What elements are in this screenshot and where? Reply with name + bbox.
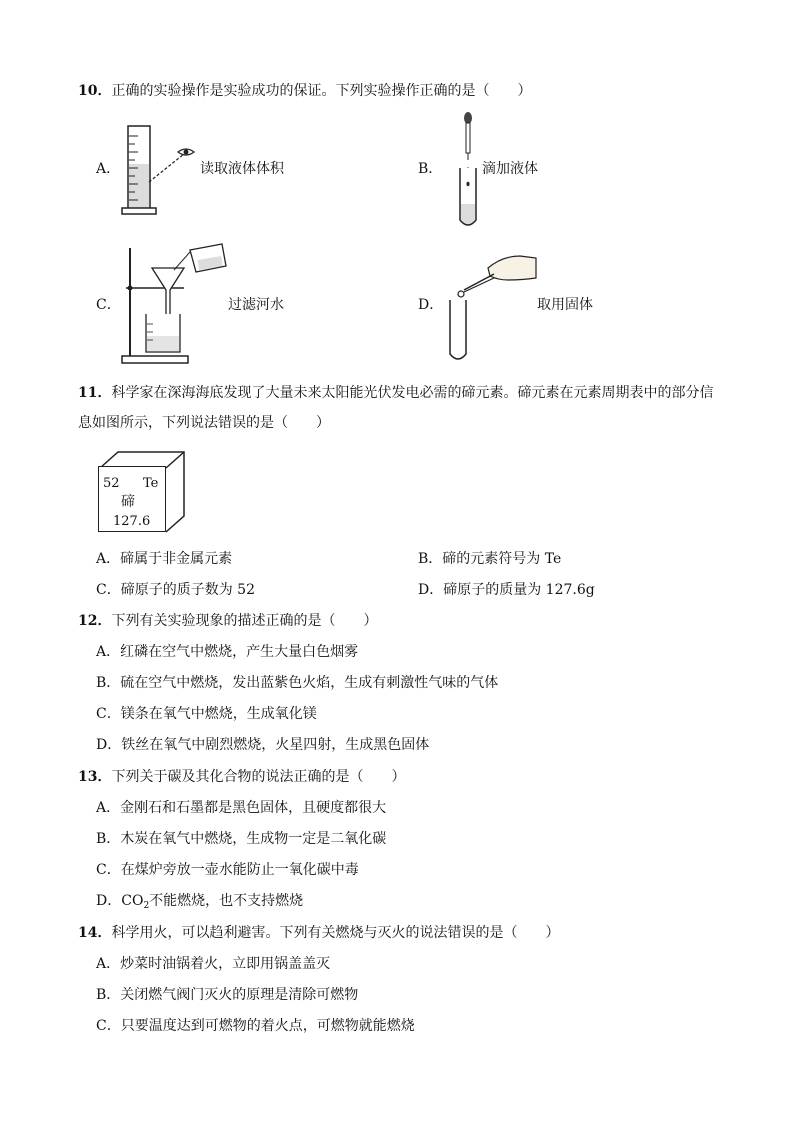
option-text: 碲原子的质量为 127.6g (443, 582, 595, 598)
question-12-stem (78, 612, 377, 630)
question-number: 10． (78, 83, 112, 99)
atomic-mass: 127.6 (113, 514, 151, 529)
q12-option-b[interactable] (96, 674, 498, 692)
q10-option-d-letter[interactable]: D． (418, 297, 444, 313)
q10-option-b-label: 滴加液体 (482, 161, 538, 177)
option-text: 碲的元素符号为 Te (442, 551, 562, 567)
question-13-stem (78, 768, 405, 786)
q12-option-d[interactable] (96, 736, 429, 754)
option-letter: C． (96, 1018, 121, 1034)
option-text: 铁丝在氧气中剧烈燃烧，火星四射，生成黑色固体 (121, 737, 430, 753)
option-text: 碲原子的质子数为 52 (120, 582, 255, 598)
question-number: 11． (78, 385, 112, 401)
option-letter: D． (96, 893, 122, 909)
option-text: 不能燃烧，也不支持燃烧 (149, 893, 304, 909)
option-text: 金刚石和石墨都是黑色固体，且硬度都很大 (120, 800, 387, 816)
dropper-test-tube-figure (456, 112, 480, 230)
option-letter: B． (96, 831, 121, 847)
question-number: 14． (78, 925, 112, 941)
option-letter: C． (96, 862, 121, 878)
q10-option-c-label: 过滤河水 (228, 297, 284, 313)
q14-option-a[interactable] (96, 955, 330, 973)
atomic-number: 52 (103, 476, 120, 491)
option-letter: A． (96, 644, 121, 660)
option-letter: D． (418, 582, 444, 598)
q10-option-b-letter[interactable]: B． (418, 161, 443, 177)
option-text: 红磷在空气中燃烧，产生大量白色烟雾 (120, 644, 359, 660)
option-letter: A． (96, 800, 121, 816)
q11-option-b[interactable] (418, 550, 561, 568)
question-11-stem-line2: 息如图所示，下列说法错误的是（ ） (78, 415, 330, 431)
option-letter: C． (96, 706, 121, 722)
q12-option-a[interactable] (96, 643, 358, 661)
question-text: 科学家在深海海底发现了大量未来太阳能光伏发电必需的碲元素。碲元素在元素周期表中的部分信 (111, 385, 714, 401)
question-10-stem (78, 82, 531, 100)
q11-option-a[interactable] (96, 550, 232, 568)
q12-option-c[interactable] (96, 705, 317, 723)
chemical-formula: CO (121, 893, 144, 909)
question-text: 科学用火，可以趋利避害。下列有关燃烧与灭火的说法错误的是（ ） (111, 925, 560, 941)
q13-option-b[interactable] (96, 830, 386, 848)
q13-option-c[interactable] (96, 861, 359, 879)
q11-option-d[interactable] (418, 581, 595, 599)
tweezers-solid-test-tube-figure (442, 250, 538, 364)
q14-option-c[interactable] (96, 1017, 415, 1035)
option-letter: A． (96, 551, 121, 567)
question-text: 正确的实验操作是实验成功的保证。下列实验操作正确的是（ ） (111, 83, 532, 99)
option-text: 镁条在氧气中燃烧，生成氧化镁 (120, 706, 317, 722)
question-number: 13． (78, 769, 112, 785)
element-symbol: Te (143, 476, 159, 491)
option-letter: B． (96, 675, 121, 691)
option-text: 硫在空气中燃烧，发出蓝紫色火焰，生成有刺激性气味的气体 (120, 675, 499, 691)
element-tile (98, 466, 166, 532)
q11-option-c[interactable] (96, 581, 255, 599)
q10-option-a-letter[interactable]: A． (96, 161, 121, 177)
option-text: 木炭在氧气中燃烧，生成物一定是二氧化碳 (120, 831, 387, 847)
question-14-stem (78, 924, 559, 942)
option-text: 在煤炉旁放一壶水能防止一氧化碳中毒 (120, 862, 359, 878)
option-letter: C． (96, 582, 121, 598)
q14-option-b[interactable] (96, 986, 358, 1004)
formula-subscript: 2 (143, 901, 150, 911)
option-text: 碲属于非金属元素 (120, 551, 233, 567)
option-letter: B． (418, 551, 443, 567)
filtration-apparatus-figure (118, 240, 228, 366)
question-text: 下列关于碳及其化合物的说法正确的是（ ） (111, 769, 406, 785)
q13-option-a[interactable] (96, 799, 386, 817)
question-number: 12． (78, 613, 112, 629)
q10-option-a-label: 读取液体体积 (200, 161, 284, 177)
q10-option-c-letter[interactable]: C． (96, 297, 121, 313)
option-letter: A． (96, 956, 121, 972)
option-text: 炒菜时油锅着火，立即用锅盖盖灭 (120, 956, 331, 972)
q13-option-d[interactable] (96, 892, 303, 915)
option-letter: B． (96, 987, 121, 1003)
question-11-stem-line1 (78, 384, 713, 402)
graduated-cylinder-reading-figure (122, 124, 202, 216)
q10-option-d-label: 取用固体 (537, 297, 593, 313)
question-text: 下列有关实验现象的描述正确的是（ ） (111, 613, 378, 629)
option-text: 关闭燃气阀门灭火的原理是清除可燃物 (120, 987, 359, 1003)
option-text: 只要温度达到可燃物的着火点，可燃物就能燃烧 (120, 1018, 415, 1034)
element-name: 碲 (121, 494, 135, 510)
option-letter: D． (96, 737, 122, 753)
